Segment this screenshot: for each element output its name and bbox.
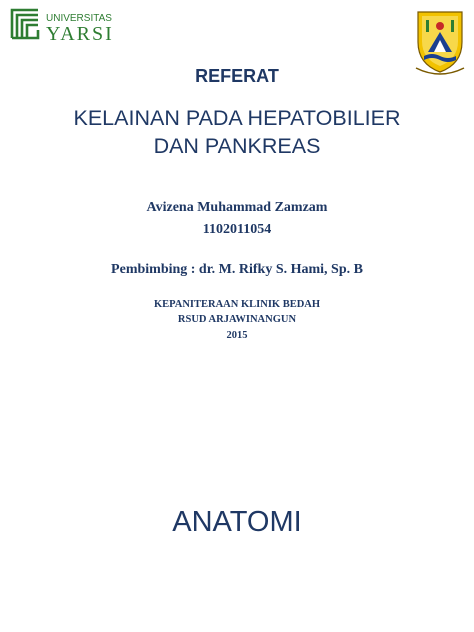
yarsi-logo-icon <box>10 8 130 42</box>
document-label: REFERAT <box>195 66 279 86</box>
document-title-line1: KELAINAN PADA HEPATOBILIER <box>73 106 401 130</box>
document-title-line2: DAN PANKREAS <box>153 134 321 158</box>
university-logo-line1: UNIVERSITAS <box>46 13 112 24</box>
student-id: 1102011054 <box>202 222 272 237</box>
university-logo-line2: YARSI <box>46 23 114 42</box>
author-name: Avizena Muhammad Zamzam <box>146 200 328 215</box>
institution-line2: RSUD ARJAWINANGUN <box>177 314 297 325</box>
section-heading: ANATOMI <box>172 506 302 538</box>
document-title <box>0 104 474 160</box>
advisor: Pembimbing : dr. M. Rifky S. Hami, Sp. B <box>111 262 363 277</box>
year: 2015 <box>226 330 248 341</box>
university-logo <box>10 8 130 42</box>
institution-line1: KEPANITERAAN KLINIK BEDAH <box>153 299 321 310</box>
